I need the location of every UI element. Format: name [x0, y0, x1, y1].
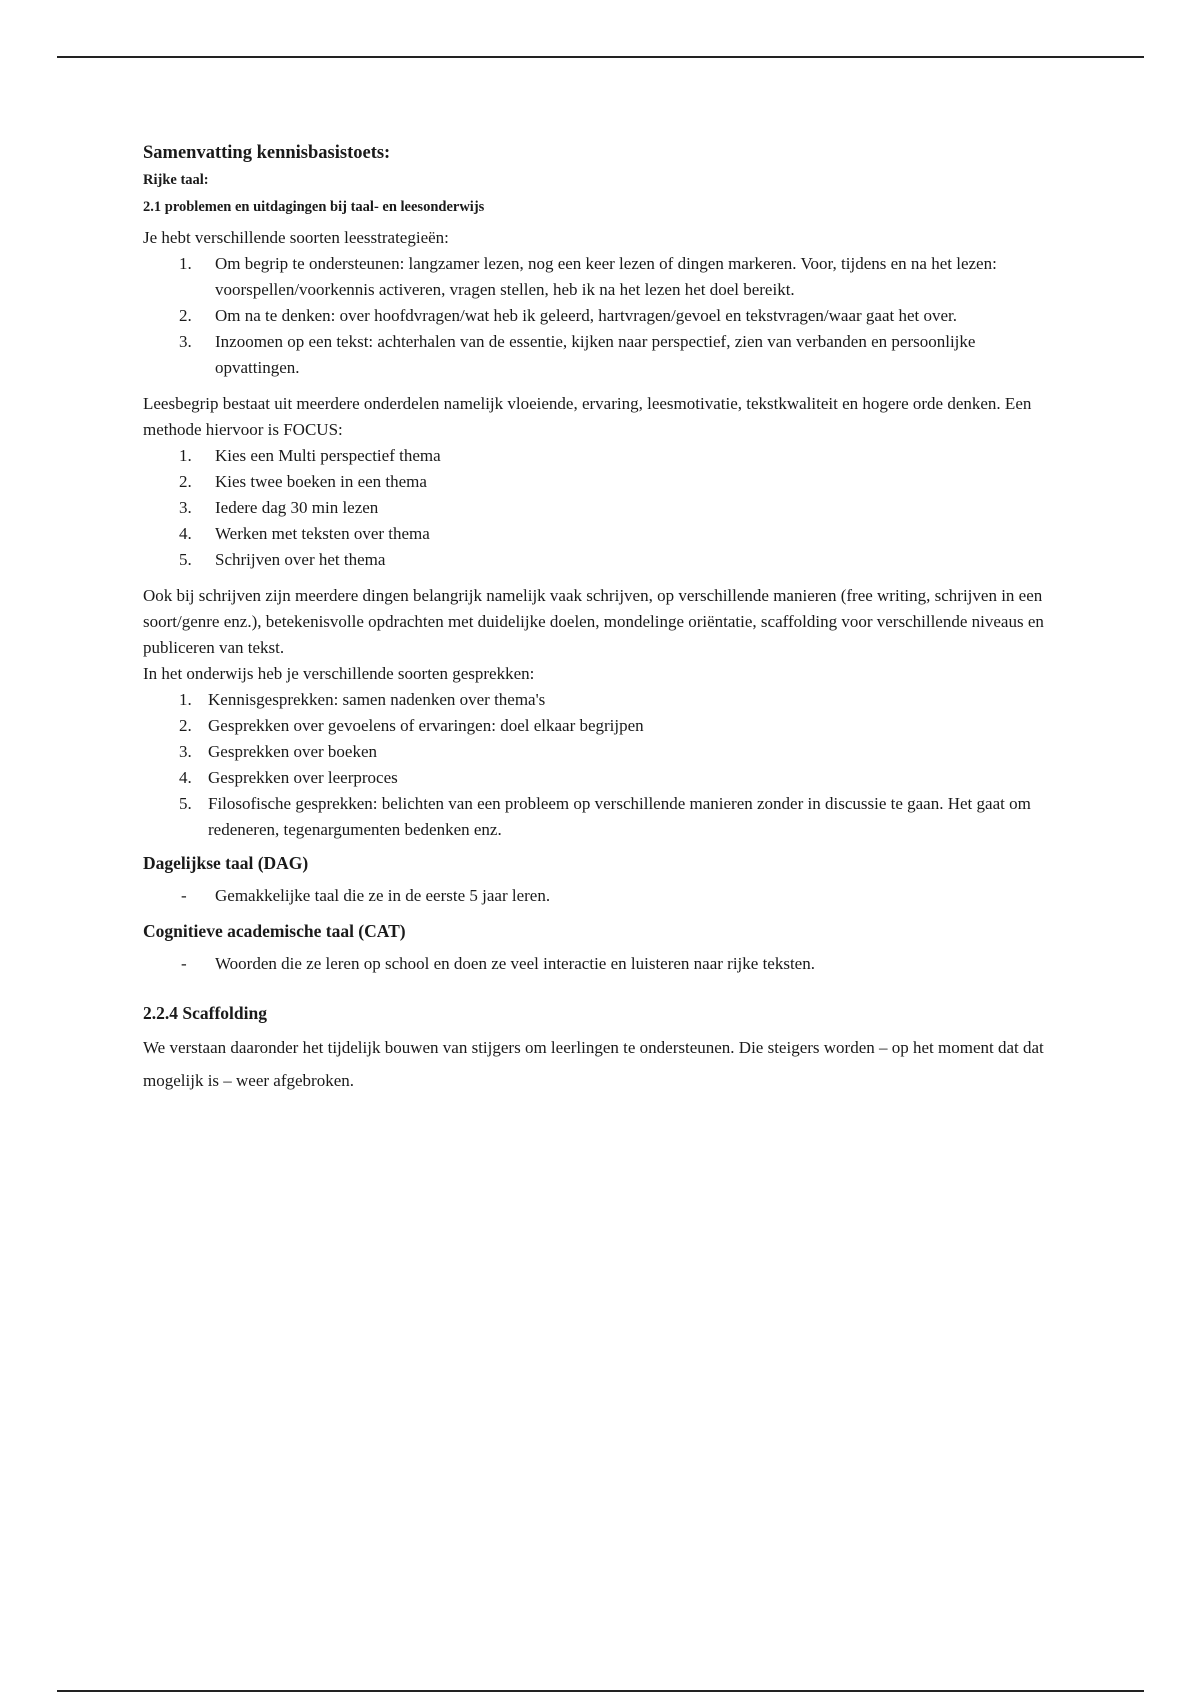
list-number: 4. [179, 524, 192, 543]
list-item [143, 765, 1063, 791]
list-number: 3. [179, 742, 192, 761]
scaffolding-section [143, 1001, 1063, 1097]
document-title: Samenvatting kennisbasistoets: [143, 143, 391, 163]
list-item-text: Inzoomen op een tekst: achterhalen van de essentie, kijken naar perspectief, zien van verbanden en persoonlijke opvattingen. [215, 332, 976, 377]
cat-list [143, 951, 1063, 977]
dash-bullet: - [181, 886, 187, 905]
list-number: 5. [179, 794, 192, 813]
list-item [143, 791, 1063, 843]
document-page [143, 141, 1063, 1097]
list-item-text: Kies twee boeken in een thema [215, 472, 427, 491]
list-item-text: Gesprekken over leerproces [208, 768, 398, 787]
list-item-text: Kies een Multi perspectief thema [215, 446, 441, 465]
top-rule [57, 56, 1144, 58]
list-item [143, 251, 1063, 303]
bottom-rule [57, 1690, 1144, 1692]
strategies-list [143, 251, 1063, 381]
list-number: 1. [179, 446, 192, 465]
conversations-list [143, 687, 1063, 843]
list-item [143, 547, 1063, 573]
list-item [143, 951, 1063, 977]
strategies-intro: Je hebt verschillende soorten leesstrategieën: [143, 228, 449, 247]
list-item [143, 303, 1063, 329]
list-item-text: Iedere dag 30 min lezen [215, 498, 379, 517]
list-item-text: Schrijven over het thema [215, 550, 386, 569]
list-item-text: Werken met teksten over thema [215, 524, 430, 543]
list-item [143, 495, 1063, 521]
list-number: 2. [179, 472, 192, 491]
focus-intro: Leesbegrip bestaat uit meerdere onderdelen namelijk vloeiende, ervaring, leesmotivatie, tekstkwaliteit en hogere orde denken. Een methode hiervoor is FOCUS: [143, 394, 1032, 439]
list-item-text: Om na te denken: over hoofdvragen/wat heb ik geleerd, hartvragen/gevoel en tekstvragen/waar gaat het over. [215, 306, 958, 325]
conversations-intro: In het onderwijs heb je verschillende soorten gesprekken: [143, 664, 535, 683]
list-item-text: Gesprekken over gevoelens of ervaringen: doel elkaar begrijpen [208, 716, 644, 735]
list-item [143, 713, 1063, 739]
writing-paragraph: Ook bij schrijven zijn meerdere dingen belangrijk namelijk vaak schrijven, op verschillende manieren (free writing, schrijven in een soort/genre enz.), betekenisvolle opdrachten met duidelijke doelen, mondelinge oriëntatie, scaffolding voor verschillende niveaus en publiceren van tekst. [143, 586, 1044, 657]
list-item-text: Kennisgesprekken: samen nadenken over thema's [208, 690, 546, 709]
list-item [143, 329, 1063, 381]
list-number: 4. [179, 768, 192, 787]
dag-heading: Dagelijkse taal (DAG) [143, 853, 309, 873]
list-number: 2. [179, 716, 192, 735]
focus-list [143, 443, 1063, 573]
list-item [143, 883, 1063, 909]
list-number: 3. [179, 332, 192, 351]
list-item-text: Gemakkelijke taal die ze in de eerste 5 jaar leren. [215, 886, 551, 905]
list-number: 3. [179, 498, 192, 517]
list-item [143, 739, 1063, 765]
list-number: 5. [179, 550, 192, 569]
list-item-text: Filosofische gesprekken: belichten van een probleem op verschillende manieren zonder in discussie te gaan. Het gaat om redeneren, tegenargumenten bedenken enz. [208, 794, 1031, 839]
dag-list [143, 883, 1063, 909]
subtitle-rijke-taal: Rijke taal: [143, 172, 209, 188]
list-item [143, 469, 1063, 495]
scaffolding-paragraph: We verstaan daaronder het tijdelijk bouwen van stijgers om leerlingen te ondersteunen. Die steigers worden – op het moment dat dat mogelijk is – weer afgebroken. [143, 1038, 1044, 1090]
list-item [143, 443, 1063, 469]
list-number: 2. [179, 306, 192, 325]
section-heading-2-1: 2.1 problemen en uitdagingen bij taal- en leesonderwijs [143, 199, 485, 215]
list-item [143, 521, 1063, 547]
list-item-text: Om begrip te ondersteunen: langzamer lezen, nog een keer lezen of dingen markeren. Voor, tijdens en na het lezen: voorspellen/voorkennis activeren, vragen stellen, heb ik na het lezen het doel bereikt. [215, 254, 997, 299]
list-item-text: Woorden die ze leren op school en doen ze veel interactie en luisteren naar rijke teksten. [215, 954, 815, 973]
list-number: 1. [179, 254, 192, 273]
list-number: 1. [179, 690, 192, 709]
list-item [143, 687, 1063, 713]
cat-heading: Cognitieve academische taal (CAT) [143, 921, 406, 941]
dash-bullet: - [181, 954, 187, 973]
scaffolding-heading: 2.2.4 Scaffolding [143, 1003, 267, 1023]
list-item-text: Gesprekken over boeken [208, 742, 377, 761]
